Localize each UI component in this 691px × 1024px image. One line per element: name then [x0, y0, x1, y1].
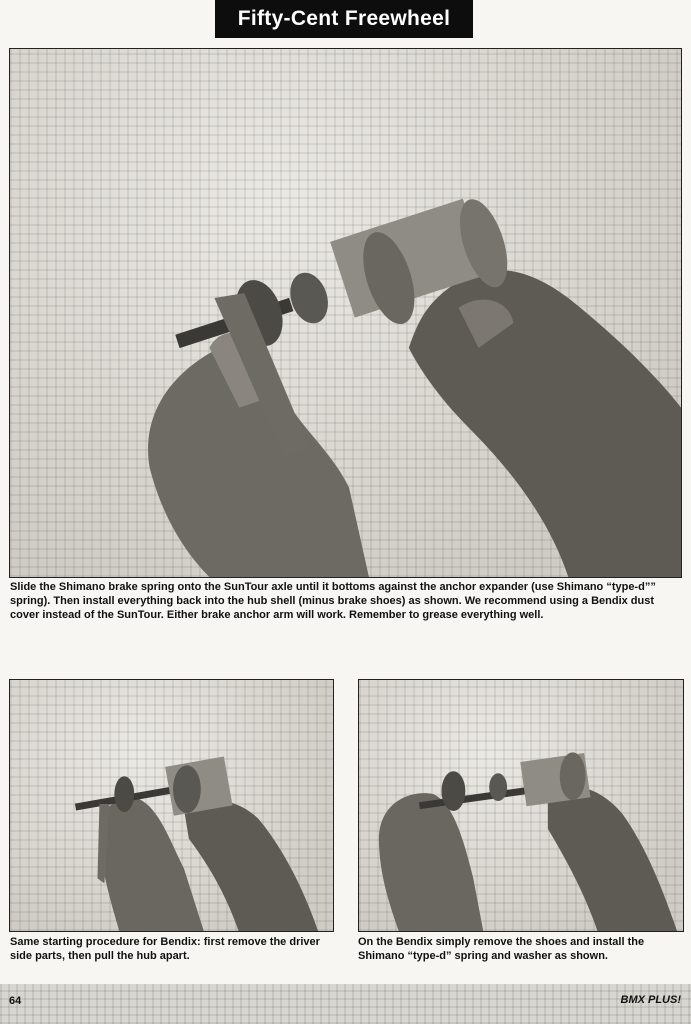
- main-photo: [9, 48, 682, 578]
- left-photo-caption: Same starting procedure for Bendix: first remove the driver side parts, then pull the hub apart.: [10, 936, 320, 962]
- page-title: Fifty-Cent Freewheel: [215, 0, 473, 38]
- main-photo-caption: Slide the Shimano brake spring onto the SunTour axle until it bottoms against the anchor expander (use Shimano “type-d”” spring). Then install everything back into the hub shell (minus brake shoes) as shown. We recommend using a Bendix dust cover instead of the SunTour. Either brake anchor arm will work. Remember to grease everything well.: [10, 581, 656, 621]
- right-photo-caption: On the Bendix simply remove the shoes and install the Shimano “type-d” spring and washer as shown.: [358, 936, 645, 962]
- bendix-disassembly-illustration: [10, 680, 333, 931]
- left-photo: [9, 679, 334, 932]
- page-number: 64: [9, 995, 22, 1007]
- bendix-spring-illustration: [359, 680, 683, 931]
- right-photo: [358, 679, 684, 932]
- footer-band: [0, 984, 691, 1024]
- hub-assembly-illustration: [10, 49, 681, 577]
- magazine-name: BMX PLUS!: [620, 994, 681, 1006]
